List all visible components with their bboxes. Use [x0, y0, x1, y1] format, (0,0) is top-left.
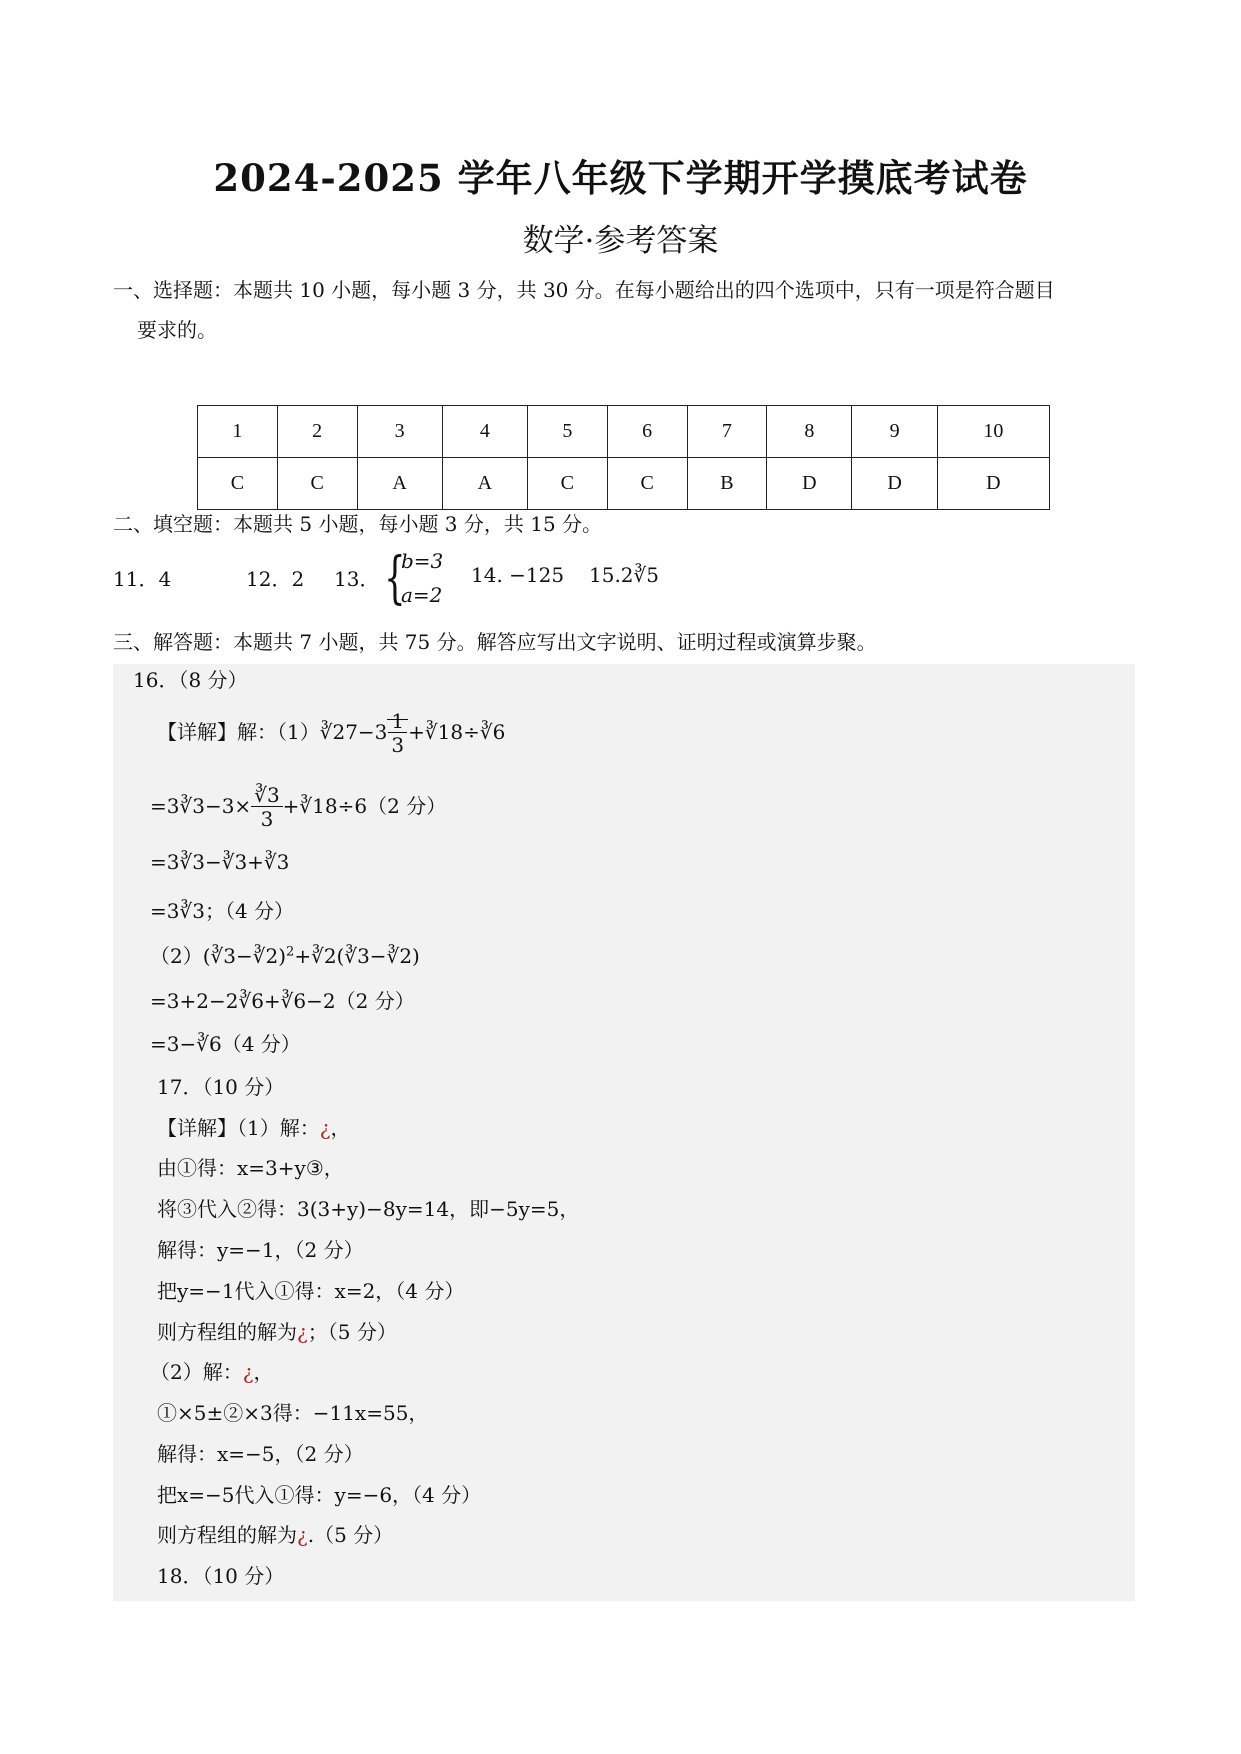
math-expression: =3∛3−3×	[150, 794, 252, 818]
q16-line-5	[150, 940, 420, 969]
table-cell: 1	[198, 406, 278, 458]
table-cell: D	[937, 458, 1049, 510]
exponent: 2	[286, 944, 295, 960]
missing-glyph-icon: ¿	[297, 1523, 308, 1547]
table-cell: 5	[527, 406, 607, 458]
answer-q12: 12．2	[246, 567, 305, 591]
table-cell: C	[198, 458, 278, 510]
table-cell: D	[852, 458, 937, 510]
q16-line-7: =3−∛6（4 分）	[150, 1032, 301, 1056]
q17-line-8: ①×5±②×3得：−11x=55，	[157, 1401, 429, 1425]
table-cell: B	[687, 458, 767, 510]
section-choice-line2: 要求的。	[137, 318, 217, 342]
table-cell: 10	[937, 406, 1049, 458]
system-row-1: b=3	[401, 549, 444, 573]
table-cell: A	[442, 458, 527, 510]
table-cell: C	[277, 458, 357, 510]
q17-line-9: 解得：x=−5，（2 分）	[157, 1442, 364, 1466]
table-cell: 7	[687, 406, 767, 458]
q16-line-3: =3∛3−∛3+∛3	[150, 850, 290, 874]
q17-line-4: 解得：y=−1，（2 分）	[157, 1238, 364, 1262]
fraction-numerator: ∛3	[251, 784, 282, 807]
math-expression: +∛18÷∛6	[408, 720, 506, 744]
math-expression: +∛18÷6	[282, 794, 368, 818]
solution-text: （2）解：	[150, 1360, 243, 1384]
fill-in-answers	[113, 543, 1113, 613]
score-note: （2 分）	[367, 794, 447, 818]
solution-text: 【详解】解：（1）	[157, 720, 320, 744]
solution-text: 【详解】（1）解：	[157, 1116, 320, 1140]
solution-text: .（5 分）	[307, 1523, 394, 1547]
section-choice-line1: 一、选择题：本题共 10 小题，每小题 3 分，共 30 分。在每小题给出的四个选项中，只有一项是符合题目	[113, 278, 1055, 302]
math-expression: +∛2(∛3−∛2)	[294, 944, 420, 968]
q17-line-7	[150, 1356, 273, 1385]
table-cell: C	[607, 458, 687, 510]
fraction-one-third: $\frac{1}{3}$	[388, 710, 407, 757]
sqrt-icon	[387, 709, 408, 757]
fraction-denominator: 3	[260, 807, 274, 831]
answer-q15: 15.2∛5	[589, 563, 659, 587]
answer-table-answer-row	[198, 458, 1050, 510]
q16-line-1	[157, 710, 505, 757]
fraction	[251, 784, 282, 831]
missing-glyph-icon: ¿	[297, 1320, 308, 1344]
table-cell: 4	[442, 406, 527, 458]
answer-q14: 14. −125	[471, 563, 565, 587]
table-cell: 9	[852, 406, 937, 458]
q17-line-5: 把y=−1代入①得：x=2，（4 分）	[157, 1279, 465, 1303]
solution-text: ，	[330, 1116, 351, 1140]
q16-line-6: =3+2−2∛6+∛6−2（2 分）	[150, 989, 415, 1013]
q16-line-4: =3∛3；（4 分）	[150, 899, 295, 923]
solution-text: 则方程组的解为	[157, 1523, 297, 1547]
table-cell: D	[767, 458, 852, 510]
solution-text: ，	[253, 1360, 274, 1384]
q16-header: 16．（8 分）	[133, 668, 248, 692]
table-cell: 2	[277, 406, 357, 458]
missing-glyph-icon: ¿	[319, 1116, 331, 1140]
answer-q11: 11．4	[113, 567, 172, 591]
page-title: 2024-2025 学年八年级下学期开学摸底考试卷	[213, 156, 1028, 200]
math-expression: ∛27−3	[319, 720, 388, 744]
table-cell: C	[527, 458, 607, 510]
q16-line-2	[150, 784, 446, 831]
q17-line-10: 把x=−5代入①得：y=−6，（4 分）	[157, 1483, 482, 1507]
table-cell: A	[357, 458, 442, 510]
table-cell: 3	[357, 406, 442, 458]
math-expression: （2）(∛3−∛2)	[150, 944, 287, 968]
answer-table-number-row	[198, 406, 1050, 458]
q18-header: 18．（10 分）	[157, 1564, 285, 1588]
brace-icon: {	[384, 546, 406, 611]
section-solution-heading: 三、解答题：本题共 7 小题，共 75 分。解答应写出文字说明、证明过程或演算步聚。	[113, 630, 877, 654]
missing-glyph-icon: ¿	[242, 1360, 254, 1384]
answer-table	[197, 405, 1050, 510]
q17-line-3: 将③代入②得：3(3+y)−8y=14，即−5y=5，	[157, 1197, 580, 1221]
section-fill-heading: 二、填空题：本题共 5 小题，每小题 3 分，共 15 分。	[113, 512, 603, 536]
table-cell: 6	[607, 406, 687, 458]
solution-text: 则方程组的解为	[157, 1320, 297, 1344]
table-cell: 8	[767, 406, 852, 458]
system-row-2: a=2	[401, 583, 443, 607]
q17-header: 17．（10 分）	[157, 1075, 285, 1099]
section-choice-heading	[113, 270, 1123, 350]
page-subtitle: 数学·参考答案	[522, 223, 719, 259]
q17-line-6	[157, 1316, 397, 1345]
q17-line-11	[157, 1519, 393, 1548]
solution-text: ；（5 分）	[307, 1320, 397, 1344]
q17-line-1	[157, 1112, 350, 1141]
q17-line-2: 由①得：x=3+y③，	[157, 1156, 344, 1180]
answer-q13-label: 13．	[334, 567, 380, 591]
